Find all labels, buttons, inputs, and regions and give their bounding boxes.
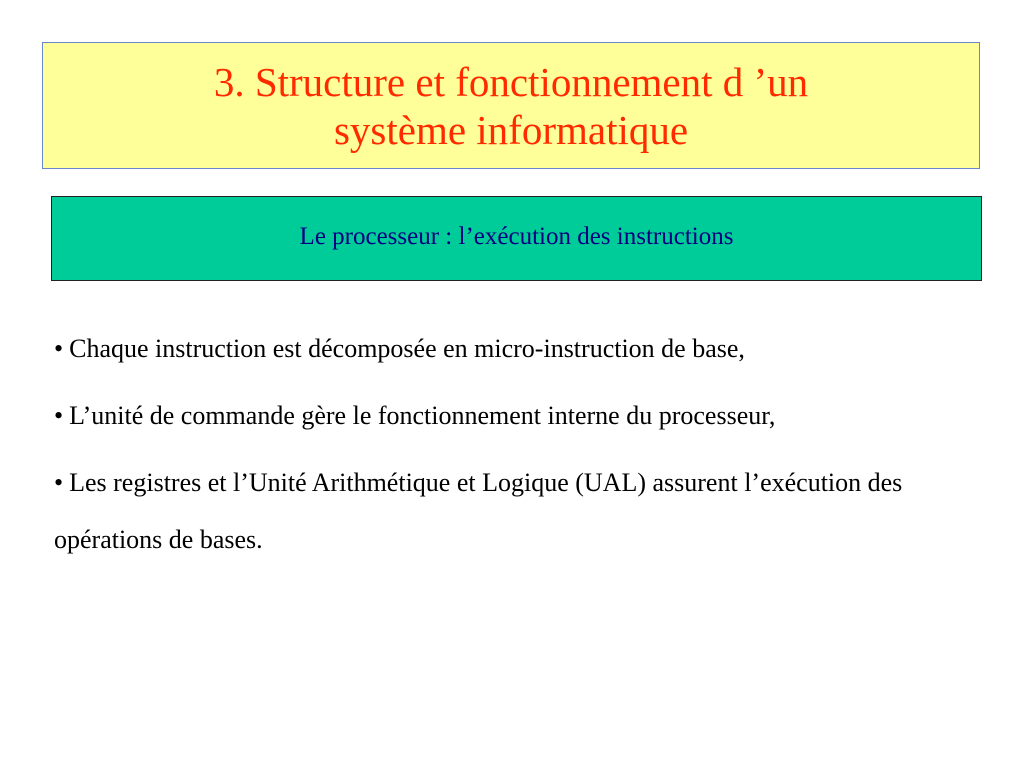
bullet-text: Les registres et l’Unité Arithmétique et Logique (UAL) assurent l’exécution des opérations de bases. [54,468,903,554]
bullet-list [54,320,984,578]
bullet-marker: • [54,334,64,363]
title-banner [42,42,980,169]
bullet-item [54,454,984,568]
bullet-item [54,320,984,377]
bullet-marker: • [54,401,64,430]
bullet-text: L’unité de commande gère le fonctionnement interne du processeur, [69,401,776,430]
slide-subtitle: Le processeur : l’exécution des instructions [299,222,734,250]
bullet-item [54,387,984,444]
bullet-marker: • [54,468,64,497]
slide-title: 3. Structure et fonctionnement d ’un système informatique [213,58,809,153]
bullet-text: Chaque instruction est décomposée en micro-instruction de base, [69,334,745,363]
subtitle-banner [51,196,982,281]
